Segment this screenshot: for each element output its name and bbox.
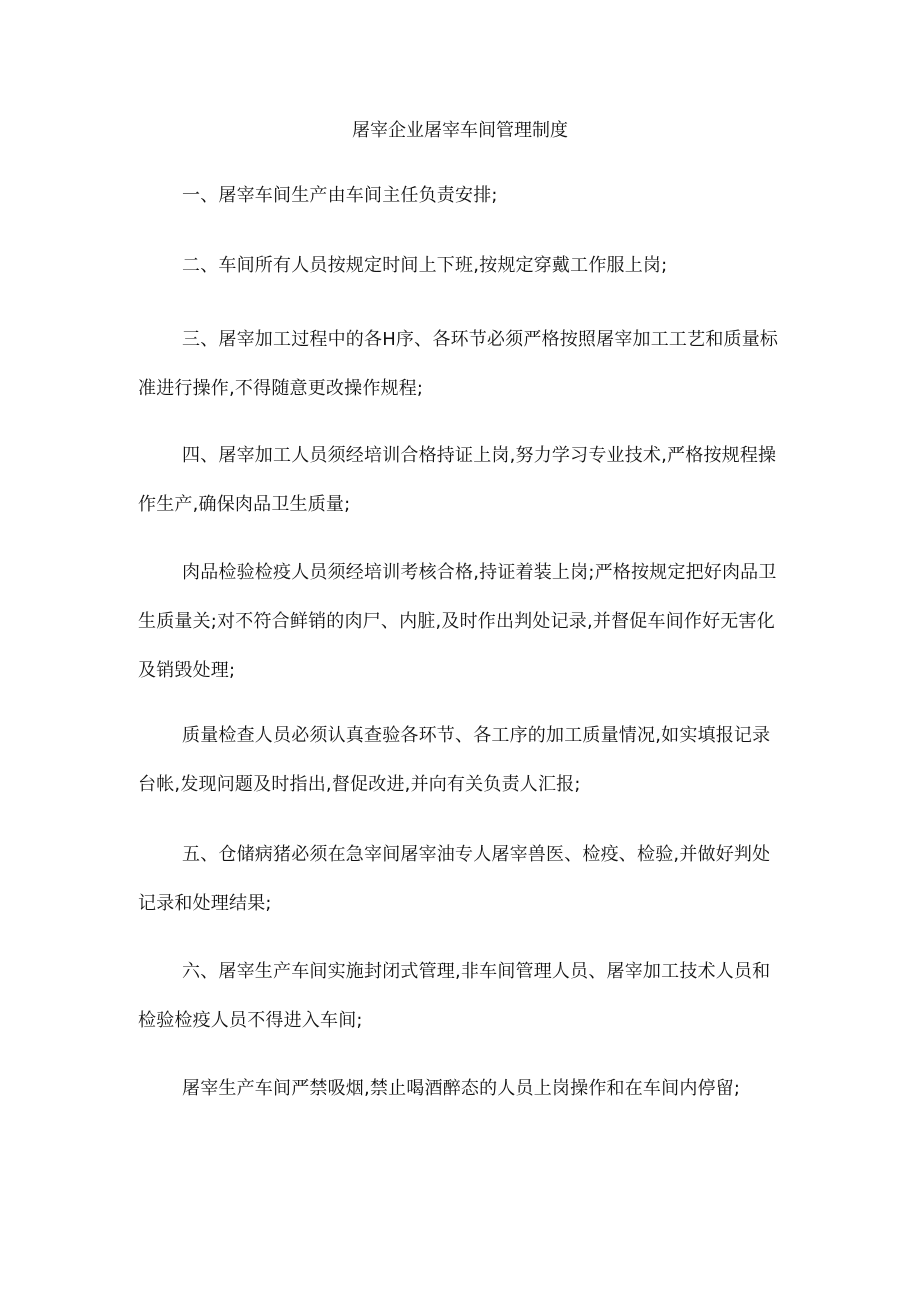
paragraph-6: 质量检查人员必须认真查验各环节、各工序的加工质量情况,如实填报记录台帐,发现问题及时指出,督促改进,并向有关负责人汇报;	[138, 725, 771, 795]
paragraph-1: 一、屠宰车间生产由车间主任负责安排;	[182, 185, 498, 206]
paragraph-7: 五、仓储病猪必须在急宰间屠宰油专人屠宰兽医、检疫、检验,并做好判处记录和处理结果;	[138, 844, 771, 914]
paragraph-4: 四、屠宰加工人员须经培训合格持证上岗,努力学习专业技术,严格按规程操作生产,确保肉品卫生质量;	[138, 445, 777, 515]
paragraph-3: 三、屠宰加工过程中的各H序、各环节必须严格按照屠宰加工工艺和质量标准进行操作,不得随意更改操作规程;	[138, 329, 779, 399]
paragraph-5: 肉品检验检疫人员须经培训考核合格,持证着装上岗;严格按规定把好肉品卫生质量关;对不符合鲜销的肉尸、内脏,及时作出判处记录,并督促车间作好无害化及销毁处理;	[138, 562, 777, 681]
paragraph-2: 二、车间所有人员按规定时间上下班,按规定穿戴工作服上岗;	[182, 255, 668, 276]
paragraph-9: 屠宰生产车间严禁吸烟,禁止喝酒醉态的人员上岗操作和在车间内停留;	[182, 1078, 741, 1099]
paragraph-8: 六、屠宰生产车间实施封闭式管理,非车间管理人员、屠宰加工技术人员和检验检疫人员不得进入车间;	[138, 961, 771, 1031]
document-title: 屠宰企业屠宰车间管理制度	[352, 120, 568, 141]
